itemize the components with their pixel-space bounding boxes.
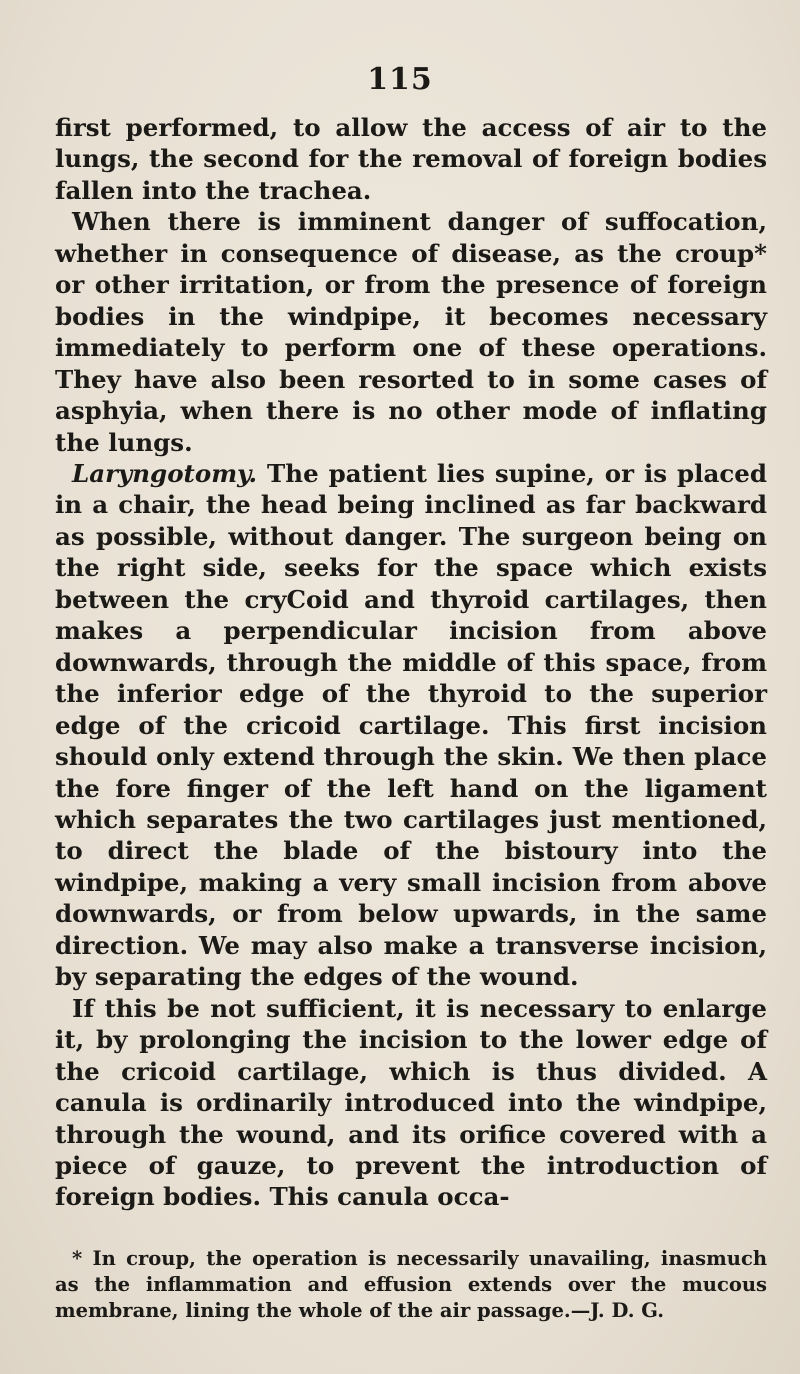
paragraph-continuation	[55, 112, 767, 206]
paragraph-text: When there is imminent danger of suffocation, whether in consequence of disease, as the croup* or other irritation, or from the presence of foreign bodies in the windpipe, it becomes necessary immediately to perform one of these operations. They have also been resorted to in some cases of asphyia, when there is no other mode of inflating the lungs.	[55, 207, 767, 457]
paragraph-suffocation	[55, 206, 767, 458]
page-number: 115	[367, 62, 433, 97]
paragraph-text: The patient lies supine, or is placed in a chair, the head being inclined as far backward as possible, without danger. The surgeon being on the right side, seeks for the space which exists between the cryCoid and thyroid cartilages, then makes a perpendicular incision from above downwards, through the middle of this space, from the inferior edge of the thyroid to the superior edge of the cricoid cartilage. This first incision should only extend through the skin. We then place the fore finger of the left hand on the ligament which separates the two cartilages just mentioned, to direct the blade of the bistoury into the windpipe, making a very small incision from above downwards, or from below upwards, in the same direction. We may also make a transverse incision, by separating the edges of the wound.	[55, 458, 767, 992]
paragraph-laryngotomy	[55, 458, 767, 993]
section-heading-laryngotomy: Laryngotomy.	[72, 458, 258, 488]
paragraph-enlarge-incision	[55, 993, 767, 1213]
body-text	[55, 112, 767, 1213]
paragraph-text: first performed, to allow the access of air to the lungs, the second for the removal of foreign bodies fallen into the trachea.	[55, 113, 767, 205]
footnote: * In croup, the operation is necessarily unavailing, inasmuch as the inflammation and effusion extends over the mucous membrane, lining the whole of the air passage.—J. D. G.	[55, 1247, 767, 1322]
paragraph-text: If this be not sufficient, it is necessary to enlarge it, by prolonging the incision to the lower edge of the cricoid cartilage, which is thus divided. A canula is ordinarily introduced into the windpipe, through the wound, and its orifice covered with a piece of gauze, to prevent the introduction of foreign bodies. This canula occa-	[55, 993, 767, 1212]
